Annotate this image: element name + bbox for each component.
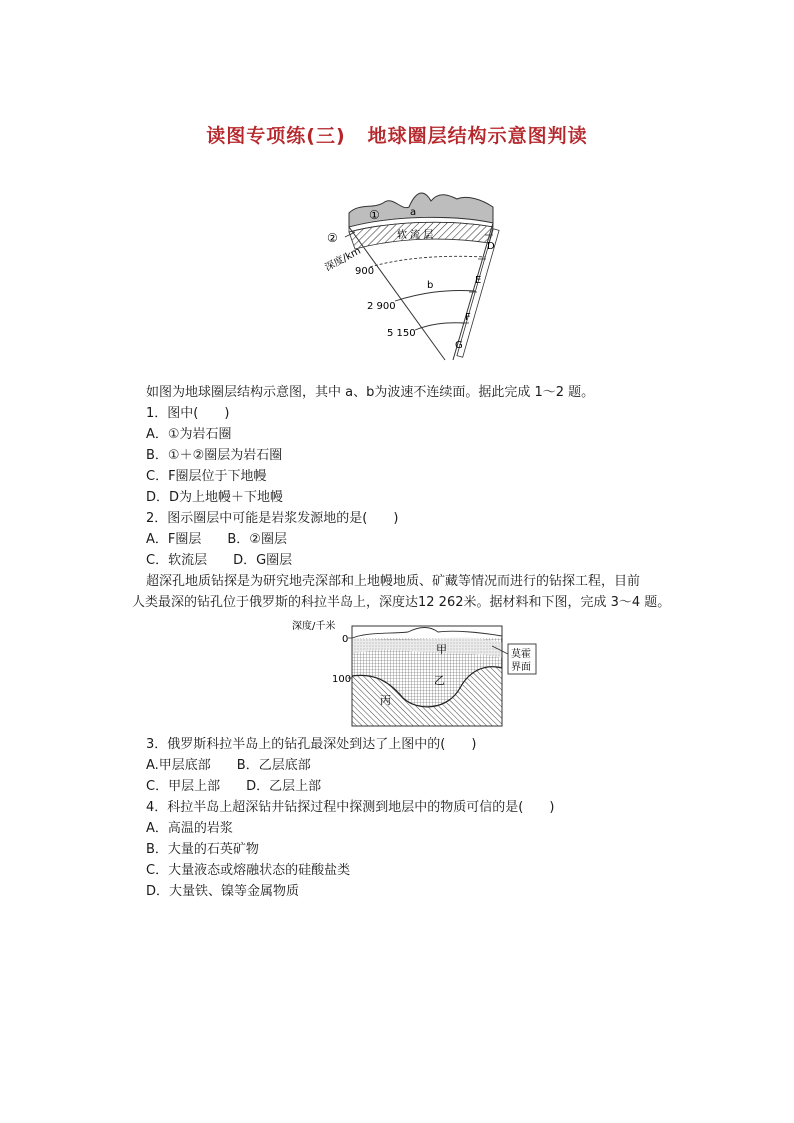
q2-stem: 2．图示圈层中可能是岩浆发源地的是( ) (146, 511, 399, 526)
q1-option-b: B．①＋②圈层为岩石圈 (146, 448, 283, 463)
q4-option-c: C．大量液态或熔融状态的硅酸盐类 (146, 863, 351, 878)
page-title (0, 121, 794, 148)
tick-100: 100 (332, 674, 352, 685)
title-main: 读图专项练(三) (206, 125, 346, 147)
q4-stem: 4．科拉半岛上超深钻井钻探过程中探测到地层中的物质可信的是( ) (146, 800, 555, 815)
intro1: 如图为地球圈层结构示意图，其中 a、b为波速不连续面。据此完成 1～2 题。 (146, 385, 595, 400)
label-F: F (465, 312, 471, 323)
q4-option-d: D．大量铁、镍等金属物质 (146, 884, 300, 899)
label-2900: 2 900 (367, 301, 396, 312)
label-G: G (455, 340, 463, 351)
label-a: a (410, 207, 417, 218)
q1-option-a: A．①为岩石圈 (146, 427, 232, 442)
title-sub: 地球圈层结构示意图判读 (367, 125, 588, 147)
q3-options-row1: A.甲层底部 B．乙层底部 (146, 758, 311, 773)
q2-options-row2: C．软流层 D．G圈层 (146, 553, 293, 568)
label-5150: 5 150 (387, 328, 416, 339)
label-D: D (487, 241, 495, 252)
label-depth-axis: 深度/km (323, 245, 363, 274)
label-yi: 乙 (434, 674, 445, 687)
label-soft-layer: 软 流 层 (397, 230, 434, 241)
moho-label-line2: 界面 (511, 662, 531, 673)
intro2-line1: 超深孔地质钻探是为研究地壳深部和上地幔地质、矿藏等情况而进行的钻探工程，目前 (146, 574, 641, 589)
q4-option-a: A．高温的岩浆 (146, 821, 233, 836)
q4-option-b: B．大量的石英矿物 (146, 842, 259, 857)
earth-layers-figure (315, 185, 505, 365)
label-circle1: ① (369, 208, 380, 222)
q1-option-c: C．F圈层位于下地幔 (146, 469, 267, 484)
label-bing: 丙 (380, 694, 391, 707)
moho-label-line1: 莫霍 (511, 649, 531, 660)
label-jia: 甲 (436, 643, 447, 656)
q3-options-row2: C．甲层上部 D．乙层上部 (146, 779, 322, 794)
q2-options-row1: A．F圈层 B．②圈层 (146, 532, 287, 547)
tick-0: 0 (342, 634, 349, 645)
axis-title: 深度/千米 (292, 621, 336, 632)
label-E: E (475, 275, 482, 286)
q1-option-d: D．D为上地幔＋下地幔 (146, 490, 284, 505)
label-b: b (427, 280, 434, 291)
label-circle2: ② (327, 231, 338, 245)
label-900: 900 (355, 266, 375, 277)
moho-section-figure (288, 618, 538, 730)
q3-stem: 3．俄罗斯科拉半岛上的钻孔最深处到达了上图中的( ) (146, 737, 477, 752)
intro2-line2: 人类最深的钻孔位于俄罗斯的科拉半岛上，深度达12 262米。据材料和下图，完成 3～4 题。 (132, 595, 671, 610)
q1-stem: 1．图中( ) (146, 406, 230, 421)
